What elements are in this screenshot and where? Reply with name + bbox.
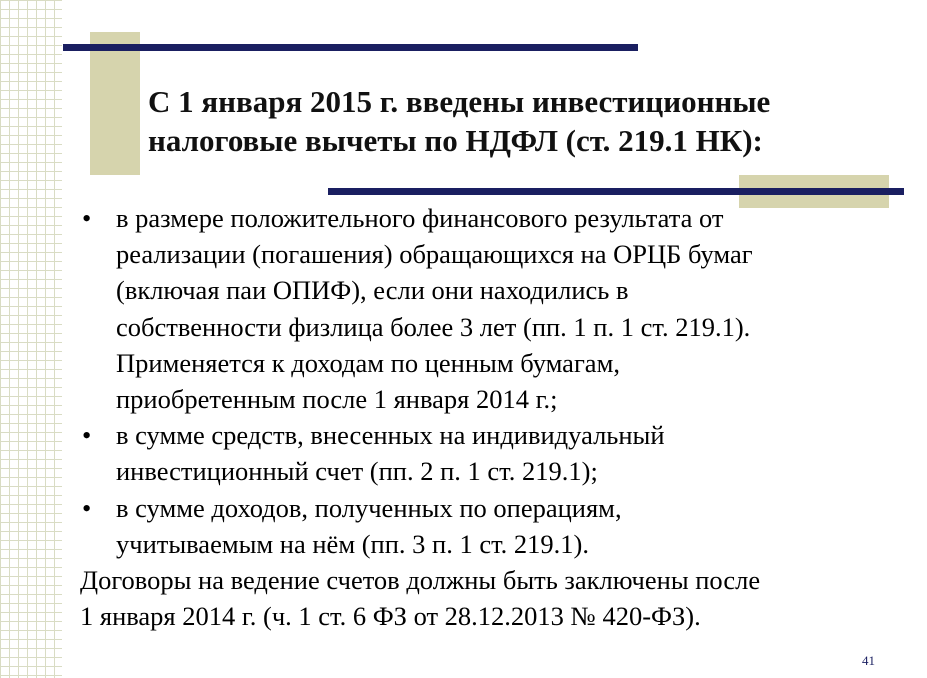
closing-line: Договоры на ведение счетов должны быть заключены после <box>80 565 761 596</box>
bullet-icon: • <box>82 492 92 523</box>
bullet-line: собственности физлица более 3 лет (пп. 1 п. 1 ст. 219.1). <box>116 311 751 342</box>
bullet-line: реализации (погашения) обращающихся на ОРЦБ бумаг <box>116 239 753 270</box>
bullet-item <box>80 490 910 562</box>
decorative-block-top <box>90 32 140 175</box>
bullet-line: в сумме доходов, полученных по операциям, <box>116 492 622 523</box>
closing-paragraph <box>80 562 910 634</box>
page-number: 41 <box>862 653 875 668</box>
bullet-line: учитываемым на нём (пп. 3 п. 1 ст. 219.1). <box>116 528 590 559</box>
decorative-grid-strip <box>0 0 62 678</box>
bullet-line: в сумме средств, внесенных на индивидуальный <box>116 420 665 451</box>
decorative-line-bottom <box>328 188 904 195</box>
bullet-item <box>80 417 910 489</box>
bullet-line: инвестиционный счет (пп. 2 п. 1 ст. 219.1); <box>116 456 598 487</box>
bullet-item <box>80 200 910 417</box>
bullet-icon: • <box>82 420 92 451</box>
bullet-line: приобретенным после 1 января 2014 г.; <box>116 384 558 415</box>
bullet-icon: • <box>82 203 92 233</box>
bullet-line: Применяется к доходам по ценным бумагам, <box>116 347 620 378</box>
slide-title <box>148 82 908 160</box>
slide-title-line: С 1 января 2015 г. введены инвестиционные <box>148 84 771 119</box>
decorative-line-top <box>63 44 638 51</box>
bullet-line: в размере положительного финансового результата от <box>116 203 724 233</box>
bullet-line: (включая паи ОПИФ), если они находились в <box>116 275 629 306</box>
slide-title-line: налоговые вычеты по НДФЛ (ст. 219.1 НК): <box>148 123 763 158</box>
closing-line: 1 января 2014 г. (ч. 1 ст. 6 ФЗ от 28.12.2013 № 420-ФЗ). <box>80 601 701 632</box>
slide-content <box>80 200 910 634</box>
